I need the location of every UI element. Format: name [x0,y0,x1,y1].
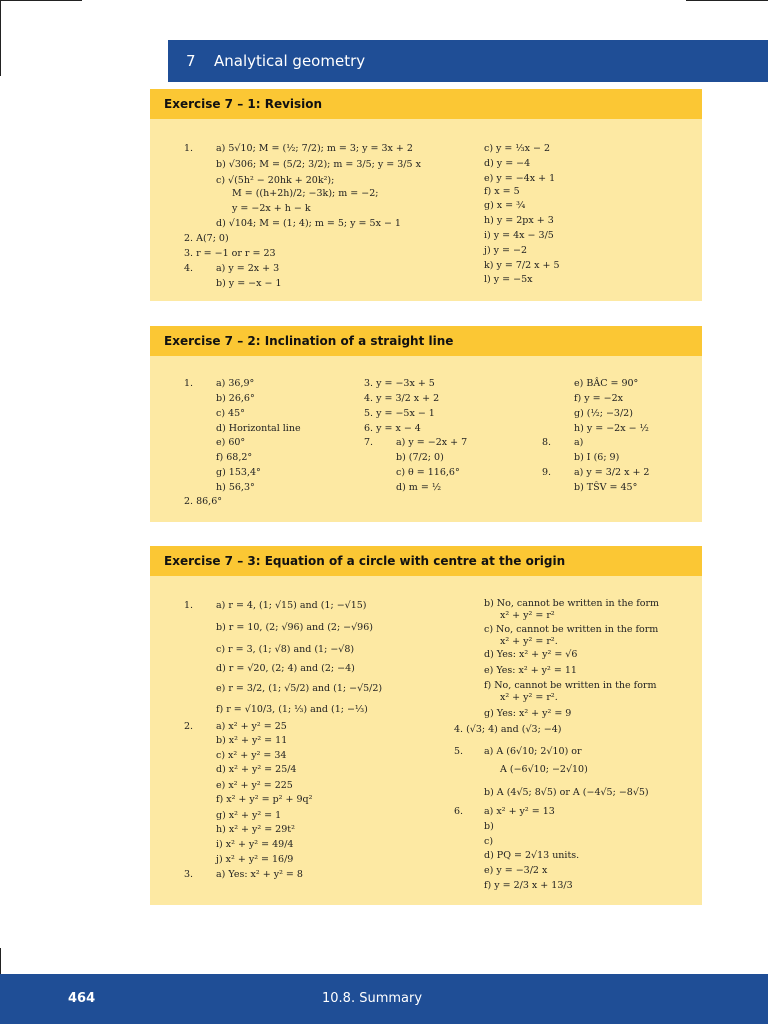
answer-line: j) x² + y² = 16/9 [216,854,294,865]
answer-line: e) 60° [216,437,246,448]
answer-line: b) [484,821,494,832]
answer-line: 6. y = x − 4 [364,423,421,434]
answer-line: c) θ = 116,6° [396,467,460,478]
answer-line: h) x² + y² = 29t² [216,824,295,835]
answer-line: d) Yes: x² + y² = √6 [484,649,578,660]
answer-line: b) No, cannot be written in the form [484,598,660,609]
answer-line: x² + y² = r² [500,610,555,621]
answer-line: c) r = 3, (1; √8) and (1; −√8) [216,644,355,655]
section-title: 10.8. Summary [322,991,423,1006]
answer-line: b) A (4√5; 8√5) or A (−4√5; −8√5) [484,787,649,798]
answer-line: 2. 86,6° [184,496,222,507]
answer-line: f) y = −2x [574,393,623,404]
answer-line: f) y = 2/3 x + 13/3 [484,880,573,891]
answer-line: b) (7/2; 0) [396,452,444,463]
answer-line: b) I (6; 9) [574,452,620,463]
answer-line: e) y = −3/2 x [484,865,548,876]
answer-line: a) [574,437,584,448]
answer-line: k) y = 7/2 x + 5 [484,260,560,271]
answer-line: f) x² + y² = p² + 9q² [216,794,313,805]
answer-line: d) PQ = 2√13 units. [484,850,580,861]
exercise-title: Exercise 7 – 2: Inclination of a straight line [150,326,702,356]
answer-line: 6. [454,806,464,817]
answer-line: d) y = −4 [484,158,531,169]
answer-line: f) 68,2° [216,452,253,463]
crop-mark [686,0,768,1]
answer-line: h) 56,3° [216,482,255,493]
answer-line: g) x = ¾ [484,200,526,211]
answer-line: 4. y = 3/2 x + 2 [364,393,440,404]
answer-line: f) x = 5 [484,186,520,197]
answer-line: a) A (6√10; 2√10) or [484,746,582,757]
answer-line: b) 26,6° [216,393,255,404]
answer-line: a) 36,9° [216,378,255,389]
answer-line: 7. [364,437,374,448]
answer-line: x² + y² = r². [500,692,558,703]
answer-line: b) x² + y² = 11 [216,735,288,746]
answer-line: 1. [184,600,194,611]
answer-line: b) y = −x − 1 [216,278,282,289]
answer-line: c) √(5h² − 20hk + 20k²); [216,175,335,186]
chapter-banner [168,40,768,82]
answer-line: a) x² + y² = 13 [484,806,555,817]
answer-line: g) Yes: x² + y² = 9 [484,708,572,719]
answer-line: d) m = ½ [396,482,442,493]
answer-line: a) 5√10; M = (½; 7/2); m = 3; y = 3x + 2 [216,143,413,154]
answer-line: 5. y = −5x − 1 [364,408,435,419]
answer-line: a) x² + y² = 25 [216,721,287,732]
answer-line: b) √306; M = (5/2; 3/2); m = 3/5; y = 3/5 x [216,159,421,170]
answer-line: y = −2x + h − k [232,203,311,214]
answer-line: x² + y² = r². [500,636,558,647]
answer-line: 3. [184,869,194,880]
answer-line: M = ((h+2h)/2; −3k); m = −2; [232,188,379,199]
answer-line: 1. [184,143,194,154]
exercise-7-3 [150,546,702,905]
answer-line: i) y = 4x − 3/5 [484,230,554,241]
answer-line: b) TŜV = 45° [574,482,638,493]
answer-line: 8. [542,437,552,448]
answer-line: j) y = −2 [484,245,528,256]
answer-line: f) No, cannot be written in the form [484,680,657,691]
answer-line: 2. A(7; 0) [184,233,229,244]
exercise-title: Exercise 7 – 3: Equation of a circle with centre at the origin [150,546,702,576]
answer-line: g) x² + y² = 1 [216,810,282,821]
answer-line: c) x² + y² = 34 [216,750,287,761]
answer-line: a) Yes: x² + y² = 8 [216,869,303,880]
answer-line: 4. [184,263,194,274]
answer-line: c) No, cannot be written in the form [484,624,659,635]
answer-line: d) √104; M = (1; 4); m = 5; y = 5x − 1 [216,218,401,229]
crop-mark [0,0,1,76]
crop-mark [0,0,82,1]
answer-line: i) x² + y² = 49/4 [216,839,294,850]
answer-line: d) Horizontal line [216,423,301,434]
answer-line: e) x² + y² = 225 [216,780,293,791]
answer-line: e) r = 3/2, (1; √5/2) and (1; −√5/2) [216,683,383,694]
page-number: 464 [68,991,96,1006]
answer-line: 4. (√3; 4) and (√3; −4) [454,724,562,735]
answer-line: c) y = ⅓x − 2 [484,143,551,154]
chapter-number: 7 [186,52,196,70]
answer-line: h) y = −2x − ½ [574,423,649,434]
answer-line: 2. [184,721,194,732]
answer-line: a) y = 2x + 3 [216,263,280,274]
answer-line: A (−6√10; −2√10) [500,764,588,775]
answer-line: 3. r = −1 or r = 23 [184,248,276,259]
footer-bar [0,974,768,1024]
answer-line: a) r = 4, (1; √15) and (1; −√15) [216,600,367,611]
answer-line: a) y = 3/2 x + 2 [574,467,650,478]
answer-line: f) r = √10/3, (1; ⅓) and (1; −⅓) [216,704,368,715]
answer-line: g) (½; −3/2) [574,408,633,419]
exercise-7-1 [150,89,702,301]
chapter-title: Analytical geometry [214,52,366,70]
answer-line: 9. [542,467,552,478]
answer-line: c) [484,836,494,847]
answer-line: e) y = −4x + 1 [484,173,556,184]
answer-line: c) 45° [216,408,245,419]
answer-line: 3. y = −3x + 5 [364,378,435,389]
answer-line: h) y = 2px + 3 [484,215,554,226]
answer-line: e) Yes: x² + y² = 11 [484,665,577,676]
answer-line: b) r = 10, (2; √96) and (2; −√96) [216,622,373,633]
answer-line: l) y = −5x [484,274,533,285]
answer-line: d) r = √20, (2; 4) and (2; −4) [216,663,355,674]
answer-line: d) x² + y² = 25/4 [216,764,297,775]
answer-line: a) y = −2x + 7 [396,437,468,448]
answer-line: 1. [184,378,194,389]
answer-line: e) BÂC = 90° [574,378,639,389]
answer-line: g) 153,4° [216,467,261,478]
exercise-7-2 [150,326,702,522]
exercise-title: Exercise 7 – 1: Revision [150,89,702,119]
answer-line: 5. [454,746,464,757]
